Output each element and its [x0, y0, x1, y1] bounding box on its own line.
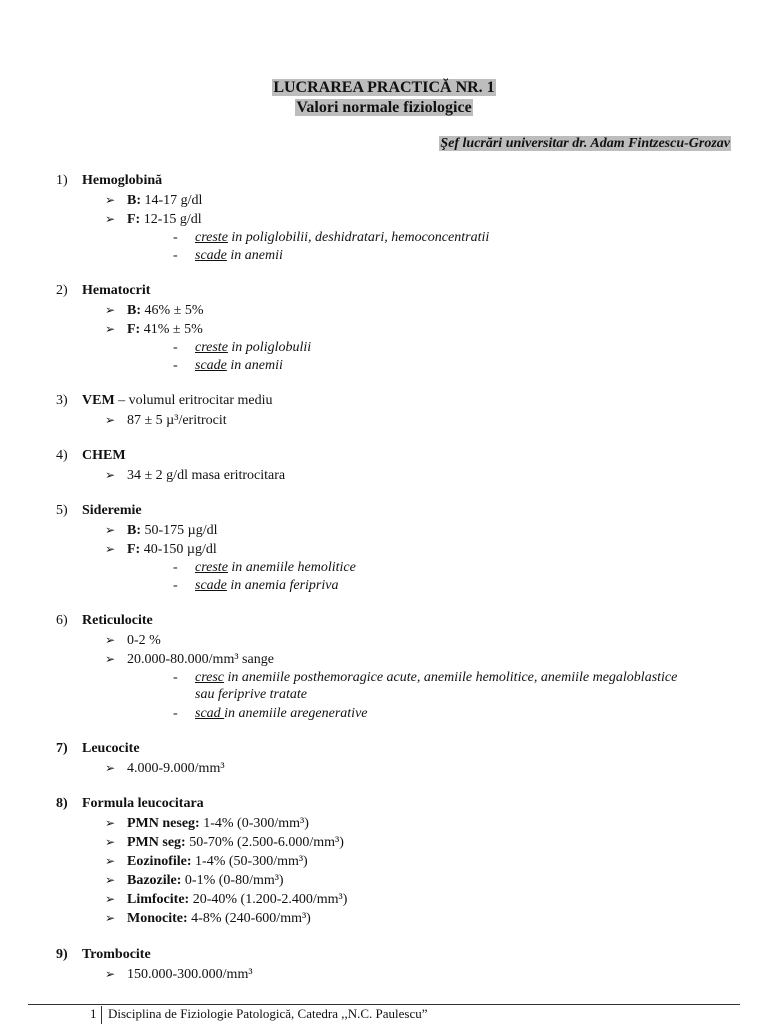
bullet-leucocite-value: ➢ 4.000-9.000/mm³	[105, 761, 225, 776]
bullet-sideremie-f: ➢ F: 40-150 µg/dl	[105, 542, 217, 557]
footer-divider	[28, 1004, 740, 1005]
arrowhead-bullet-icon: ➢	[105, 816, 116, 830]
bullet-hematocrit-b: ➢ B: 46% ± 5%	[105, 303, 204, 318]
list-item: ➢ Bazozile: 0-1% (0-80/mm³)	[105, 873, 284, 888]
arrowhead-bullet-icon: ➢	[105, 967, 116, 981]
page-number-separator	[101, 1006, 102, 1024]
arrowhead-bullet-icon: ➢	[105, 652, 116, 666]
arrowhead-bullet-icon: ➢	[105, 633, 116, 647]
arrowhead-bullet-icon: ➢	[105, 873, 116, 887]
list-item: ➢ PMN seg: 50-70% (2.500-6.000/mm³)	[105, 835, 344, 850]
bullet-trombocite-value: ➢ 150.000-300.000/mm³	[105, 967, 253, 982]
document-author: Şef lucrări universitar dr. Adam Fintzescu-Grozav	[440, 136, 730, 151]
bullet-reticulocite-percent: ➢ 0-2 %	[105, 633, 161, 648]
arrowhead-bullet-icon: ➢	[105, 854, 116, 868]
note-reticulocite-scad: - scad in anemiile aregenerative	[173, 706, 368, 721]
arrowhead-bullet-icon: ➢	[105, 468, 116, 482]
arrowhead-bullet-icon: ➢	[105, 322, 116, 336]
arrowhead-bullet-icon: ➢	[105, 911, 116, 925]
bullet-vem-value: ➢ 87 ± 5 µ³/eritrocit	[105, 413, 227, 428]
arrowhead-bullet-icon: ➢	[105, 413, 116, 427]
bullet-chem-value: ➢ 34 ± 2 g/dl masa eritrocitara	[105, 468, 286, 483]
arrowhead-bullet-icon: ➢	[105, 892, 116, 906]
section-leucocite-heading: 7) Leucocite	[56, 741, 140, 756]
arrowhead-bullet-icon: ➢	[105, 835, 116, 849]
bullet-sideremie-b: ➢ B: 50-175 µg/dl	[105, 523, 218, 538]
list-item: ➢ Monocite: 4-8% (240-600/mm³)	[105, 911, 311, 926]
bullet-hemoglobina-b: ➢ B: 14-17 g/dl	[105, 193, 203, 208]
note-sideremie-creste: - creste in anemiile hemolitice	[173, 560, 356, 575]
note-hemoglobina-scade: - scade in anemii	[173, 248, 283, 263]
arrowhead-bullet-icon: ➢	[105, 542, 116, 556]
arrowhead-bullet-icon: ➢	[105, 212, 116, 226]
footer-text: Disciplina de Fiziologie Patologică, Catedra ,,N.C. Paulescu”	[108, 1006, 428, 1021]
bullet-reticulocite-count: ➢ 20.000-80.000/mm³ sange	[105, 652, 274, 667]
section-sideremie-heading: 5) Sideremie	[56, 503, 142, 518]
page-number: 1	[90, 1006, 97, 1021]
list-item: ➢ PMN neseg: 1-4% (0-300/mm³)	[105, 816, 309, 831]
bullet-hemoglobina-f: ➢ F: 12-15 g/dl	[105, 212, 202, 227]
section-hematocrit-heading: 2) Hematocrit	[56, 283, 151, 298]
document-title: LUCRAREA PRACTICĂ NR. 1	[273, 79, 495, 96]
section-reticulocite-heading: 6) Reticulocite	[56, 613, 153, 628]
arrowhead-bullet-icon: ➢	[105, 193, 116, 207]
list-item: ➢ Limfocite: 20-40% (1.200-2.400/mm³)	[105, 892, 348, 907]
arrowhead-bullet-icon: ➢	[105, 523, 116, 537]
arrowhead-bullet-icon: ➢	[105, 303, 116, 317]
section-trombocite-heading: 9) Trombocite	[56, 947, 151, 962]
section-hemoglobina-heading: 1) Hemoglobină	[56, 173, 163, 188]
arrowhead-bullet-icon: ➢	[105, 761, 116, 775]
list-item: ➢ Eozinofile: 1-4% (50-300/mm³)	[105, 854, 308, 869]
section-formula-leucocitara-heading: 8) Formula leucocitara	[56, 796, 204, 811]
note-reticulocite-cresc: - cresc in anemiile posthemoragice acute, anemiile hemolitice, anemiile megaloblastice	[173, 670, 678, 685]
note-hematocrit-scade: - scade in anemii	[173, 358, 283, 373]
section-chem-heading: 4) CHEM	[56, 448, 126, 463]
section-vem-heading: 3) VEM – volumul eritrocitar mediu	[56, 393, 273, 408]
note-sideremie-scade: - scade in anemia feripriva	[173, 578, 339, 593]
note-reticulocite-cresc-cont: sau feriprive tratate	[195, 687, 307, 702]
bullet-hematocrit-f: ➢ F: 41% ± 5%	[105, 322, 203, 337]
document-subtitle: Valori normale fiziologice	[296, 99, 472, 116]
note-hematocrit-creste: - creste in poliglobulii	[173, 340, 312, 355]
note-hemoglobina-creste: - creste in poliglobilii, deshidratari, hemoconcentratii	[173, 230, 490, 245]
